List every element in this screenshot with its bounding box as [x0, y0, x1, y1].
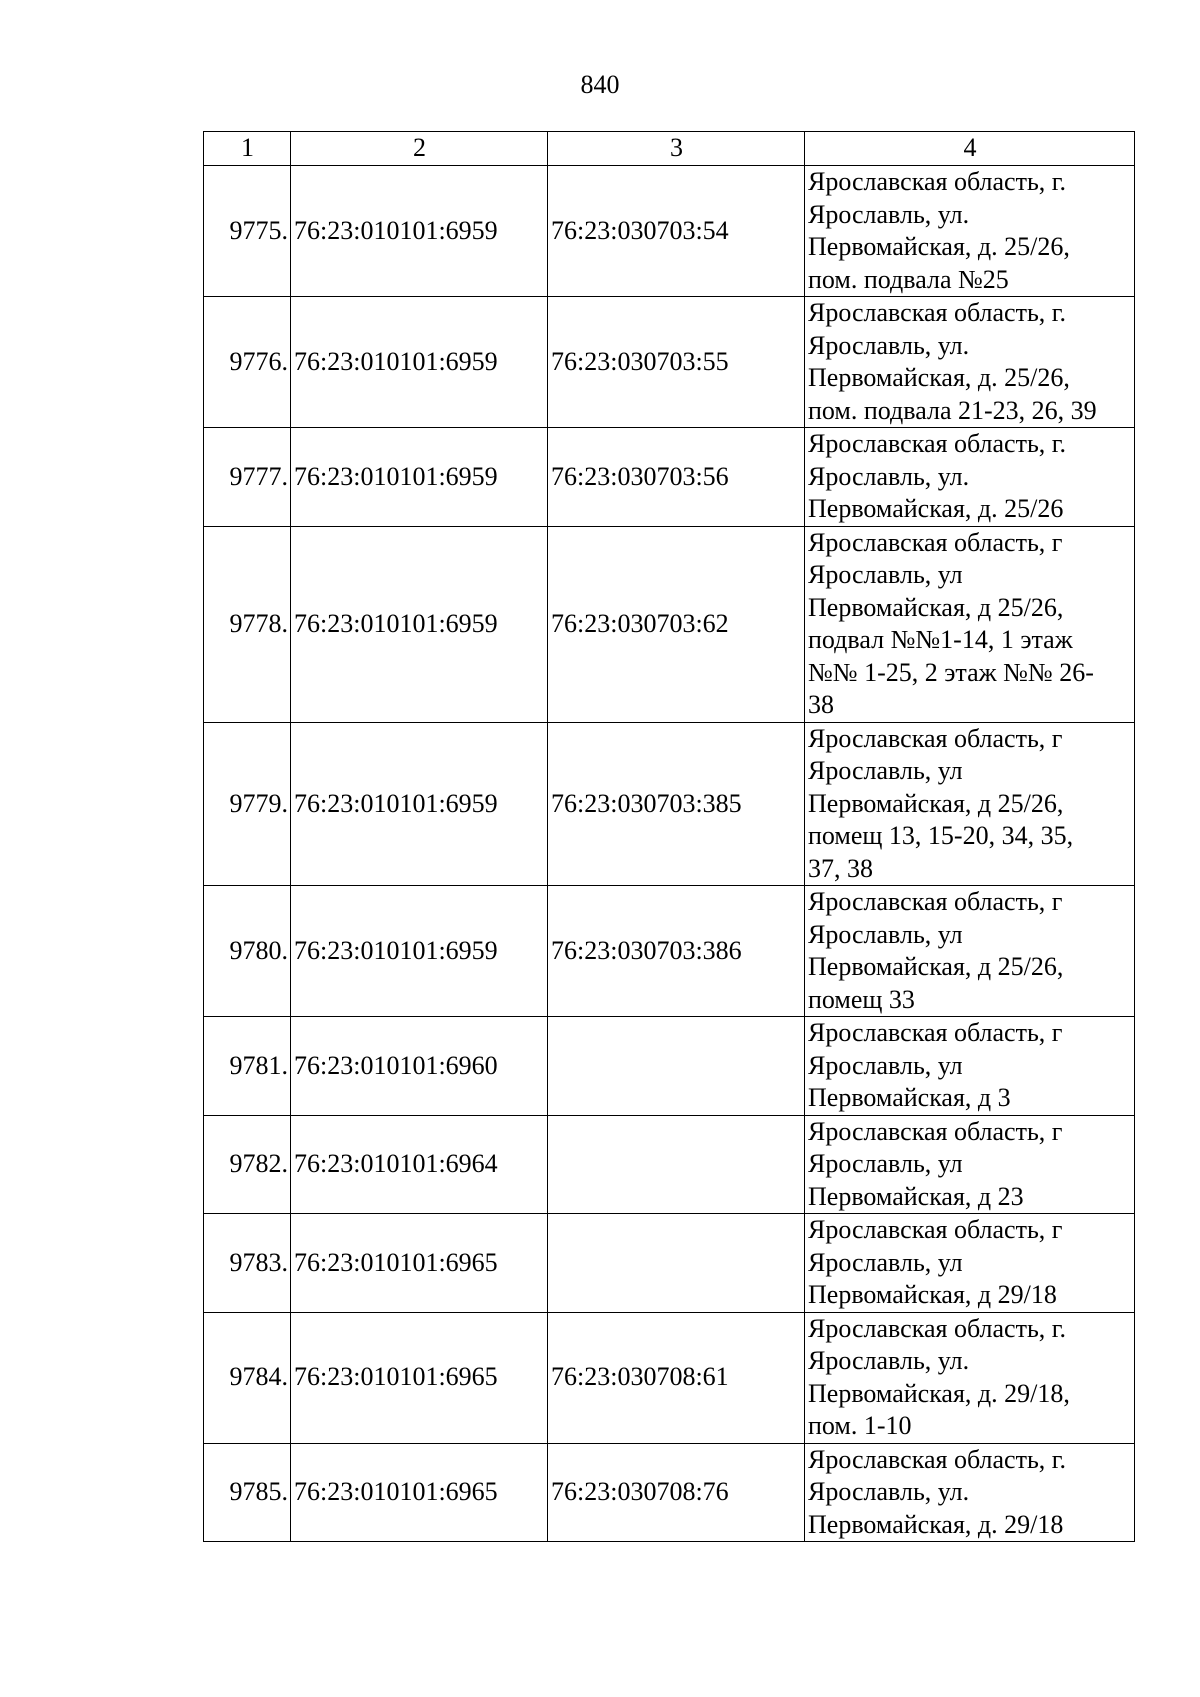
address-line: Ярославская область, г. — [808, 1444, 1067, 1474]
address-line: Ярославская область, г — [808, 887, 1063, 916]
registry-table — [203, 131, 1135, 1542]
cadastral-number-cell: 76:23:010101:6960 — [291, 1017, 548, 1116]
address-line: Ярославль, ул — [808, 1149, 963, 1178]
table-row — [204, 722, 1135, 886]
address-line: Ярославль, ул. — [808, 1477, 970, 1506]
address-cell — [805, 1017, 1135, 1116]
cadastral-number-cell: 76:23:010101:6959 — [291, 526, 548, 722]
table-body — [204, 166, 1135, 1542]
address-line: Ярославль, ул. — [808, 461, 970, 491]
address-line: Первомайская, д 25/26, — [808, 788, 1064, 818]
related-cadastral-number-cell: 76:23:030703:56 — [548, 428, 805, 527]
related-cadastral-number-cell: 76:23:030703:55 — [548, 297, 805, 428]
cadastral-number-cell: 76:23:010101:6959 — [291, 428, 548, 527]
related-cadastral-number-cell: 76:23:030703:386 — [548, 886, 805, 1017]
address-line: Первомайская, д 25/26, — [808, 592, 1064, 622]
address-line: Ярославская область, г. — [808, 167, 1067, 196]
address-line: Ярославская область, г — [808, 1116, 1063, 1146]
address-cell — [805, 1443, 1135, 1542]
row-number-cell: 9777. — [204, 428, 291, 527]
address-line: Ярославская область, г — [808, 1018, 1063, 1047]
related-cadastral-number-cell: 76:23:030708:76 — [548, 1443, 805, 1542]
address-cell — [805, 526, 1135, 722]
address-cell — [805, 166, 1135, 297]
row-number-cell: 9781. — [204, 1017, 291, 1116]
address-line: Ярославль, ул. — [808, 330, 970, 360]
row-number-cell: 9780. — [204, 886, 291, 1017]
address-line: Первомайская, д 29/18 — [808, 1280, 1057, 1309]
table-row — [204, 166, 1135, 297]
table-row — [204, 428, 1135, 527]
address-line: Первомайская, д 25/26, — [808, 952, 1064, 981]
related-cadastral-number-cell — [548, 1017, 805, 1116]
address-line: Ярославская область, г. — [808, 429, 1067, 458]
page-number: 840 — [580, 70, 620, 99]
table-row — [204, 886, 1135, 1017]
address-line: Ярославская область, г. — [808, 298, 1067, 327]
row-number-cell: 9785. — [204, 1443, 291, 1542]
address-cell — [805, 1214, 1135, 1313]
cadastral-number-cell: 76:23:010101:6959 — [291, 722, 548, 886]
row-number-cell: 9778. — [204, 526, 291, 722]
address-cell — [805, 722, 1135, 886]
address-line: Первомайская, д. 25/26, — [808, 363, 1070, 392]
address-line: Первомайская, д. 29/18, — [808, 1378, 1070, 1408]
address-line: №№ 1-25, 2 этаж №№ 26- — [808, 657, 1094, 687]
address-line: Первомайская, д 3 — [808, 1083, 1011, 1112]
table-row — [204, 1312, 1135, 1443]
address-line: Ярославль, ул. — [808, 1346, 970, 1375]
cadastral-number-cell: 76:23:010101:6965 — [291, 1312, 548, 1443]
cadastral-number-cell: 76:23:010101:6959 — [291, 297, 548, 428]
cadastral-number-cell: 76:23:010101:6964 — [291, 1115, 548, 1214]
address-line: Ярославская область, г. — [808, 1313, 1067, 1343]
address-line: Ярославль, ул — [808, 1247, 963, 1277]
address-line: Ярославская область, г — [808, 1215, 1063, 1244]
table-row — [204, 297, 1135, 428]
column-header-3: 3 — [548, 132, 805, 166]
related-cadastral-number-cell: 76:23:030703:385 — [548, 722, 805, 886]
address-cell — [805, 1312, 1135, 1443]
column-header-4: 4 — [805, 132, 1135, 166]
address-line: Ярославль, ул — [808, 756, 963, 785]
column-header-1: 1 — [204, 132, 291, 166]
table-row — [204, 1443, 1135, 1542]
cadastral-number-cell: 76:23:010101:6965 — [291, 1443, 548, 1542]
address-line: Первомайская, д. 25/26, — [808, 232, 1070, 261]
address-line: Ярославль, ул — [808, 560, 963, 589]
cadastral-number-cell: 76:23:010101:6965 — [291, 1214, 548, 1313]
row-number-cell: 9776. — [204, 297, 291, 428]
address-cell — [805, 1115, 1135, 1214]
address-line: Ярославская область, г — [808, 527, 1063, 557]
cadastral-number-cell: 76:23:010101:6959 — [291, 886, 548, 1017]
table-row — [204, 1017, 1135, 1116]
address-line: Первомайская, д. 25/26 — [808, 494, 1064, 523]
related-cadastral-number-cell — [548, 1115, 805, 1214]
table-row — [204, 1115, 1135, 1214]
related-cadastral-number-cell: 76:23:030708:61 — [548, 1312, 805, 1443]
related-cadastral-number-cell — [548, 1214, 805, 1313]
table-row — [204, 526, 1135, 722]
row-number-cell: 9784. — [204, 1312, 291, 1443]
address-cell — [805, 297, 1135, 428]
address-line: пом. подвала №25 — [808, 264, 1009, 294]
address-line: Ярославская область, г — [808, 723, 1063, 753]
header-row — [204, 132, 1135, 166]
address-line: 38 — [808, 690, 834, 719]
address-line: помещ 33 — [808, 984, 915, 1014]
address-line: пом. 1-10 — [808, 1411, 912, 1440]
address-cell — [805, 428, 1135, 527]
row-number-cell: 9783. — [204, 1214, 291, 1313]
row-number-cell: 9775. — [204, 166, 291, 297]
address-line: Ярославль, ул. — [808, 199, 970, 229]
related-cadastral-number-cell: 76:23:030703:54 — [548, 166, 805, 297]
address-line: помещ 13, 15-20, 34, 35, — [808, 821, 1074, 850]
cadastral-number-cell: 76:23:010101:6959 — [291, 166, 548, 297]
address-line: Ярославль, ул — [808, 919, 963, 949]
column-header-2: 2 — [291, 132, 548, 166]
address-line: 37, 38 — [808, 853, 873, 883]
related-cadastral-number-cell: 76:23:030703:62 — [548, 526, 805, 722]
address-line: Первомайская, д 23 — [808, 1181, 1024, 1211]
row-number-cell: 9779. — [204, 722, 291, 886]
row-number-cell: 9782. — [204, 1115, 291, 1214]
table-row — [204, 1214, 1135, 1313]
address-line: Ярославль, ул — [808, 1050, 963, 1080]
address-line: пом. подвала 21-23, 26, 39 — [808, 395, 1097, 425]
address-line: подвал №№1-14, 1 этаж — [808, 625, 1073, 654]
address-line: Первомайская, д. 29/18 — [808, 1509, 1064, 1539]
address-cell — [805, 886, 1135, 1017]
